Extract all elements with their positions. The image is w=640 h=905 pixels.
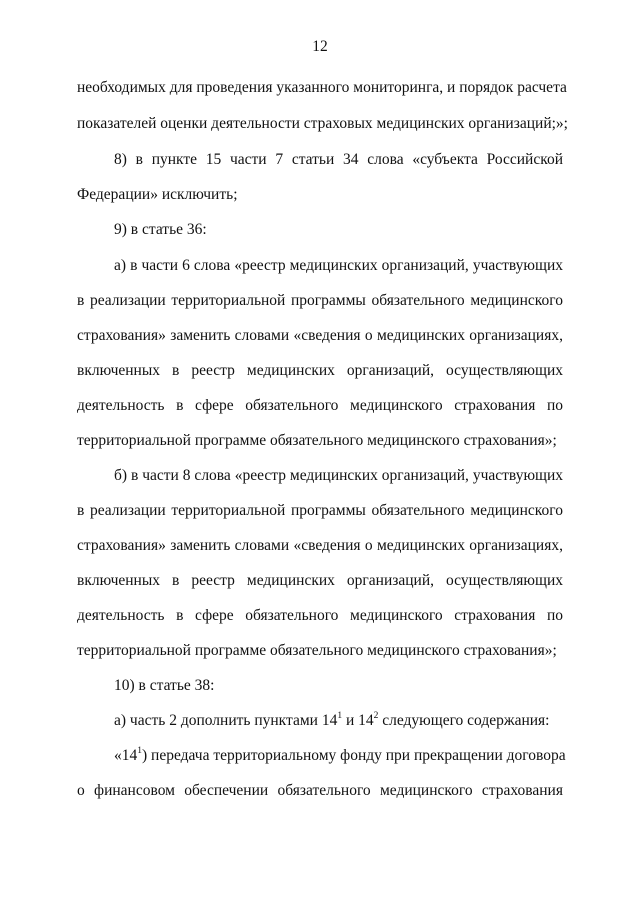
page-number: 12 <box>312 38 328 55</box>
text-line-item-14-1 <box>114 745 566 766</box>
text-line-item-a <box>114 711 563 731</box>
text-line: деятельность в сфере обязательного медицинского страхования по <box>77 607 563 624</box>
text-line: включенных в реестр медицинских организаций, осуществляющих <box>77 362 563 379</box>
text-line: в реализации территориальной программы обязательного медицинского <box>77 292 563 309</box>
text-line: территориальной программе обязательного медицинского страхования»; <box>77 642 557 659</box>
text-line: а) в части 6 слова «реестр медицинских организаций, участвующих <box>114 257 563 274</box>
text-line: Федерации» исключить; <box>77 186 238 203</box>
text-line: 8) в пункте 15 части 7 статьи 34 слова «субъекта Российской <box>114 151 563 168</box>
text-segment: и 14 <box>342 712 374 729</box>
text-line: деятельность в сфере обязательного медицинского страхования по <box>77 397 563 414</box>
text-line: территориальной программе обязательного медицинского страхования»; <box>77 432 557 449</box>
text-line: необходимых для проведения указанного мониторинга, и порядок расчета <box>77 79 567 96</box>
text-line: страхования» заменить словами «сведения о медицинских организациях, <box>77 537 563 554</box>
text-line: в реализации территориальной программы обязательного медицинского <box>77 502 563 519</box>
text-segment: ) передача территориальному фонду при прекращении договора <box>142 747 566 764</box>
superscript: 1 <box>337 710 343 721</box>
text-line: страхования» заменить словами «сведения о медицинских организациях, <box>77 327 563 344</box>
text-line: включенных в реестр медицинских организаций, осуществляющих <box>77 572 563 589</box>
superscript: 1 <box>137 745 142 756</box>
text-line: 9) в статье 36: <box>114 221 207 238</box>
text-line: показателей оценки деятельности страховых медицинских организаций;»; <box>77 115 568 132</box>
text-segment: «14 <box>114 747 138 764</box>
text-segment: а) часть 2 дополнить пунктами 14 <box>114 712 338 729</box>
text-line: 10) в статье 38: <box>114 677 215 694</box>
superscript: 2 <box>373 710 379 721</box>
text-segment: следующего содержания: <box>378 712 550 729</box>
text-line: б) в части 8 слова «реестр медицинских организаций, участвующих <box>114 467 563 484</box>
text-line: о финансовом обеспечении обязательного медицинского страхования <box>77 782 563 799</box>
